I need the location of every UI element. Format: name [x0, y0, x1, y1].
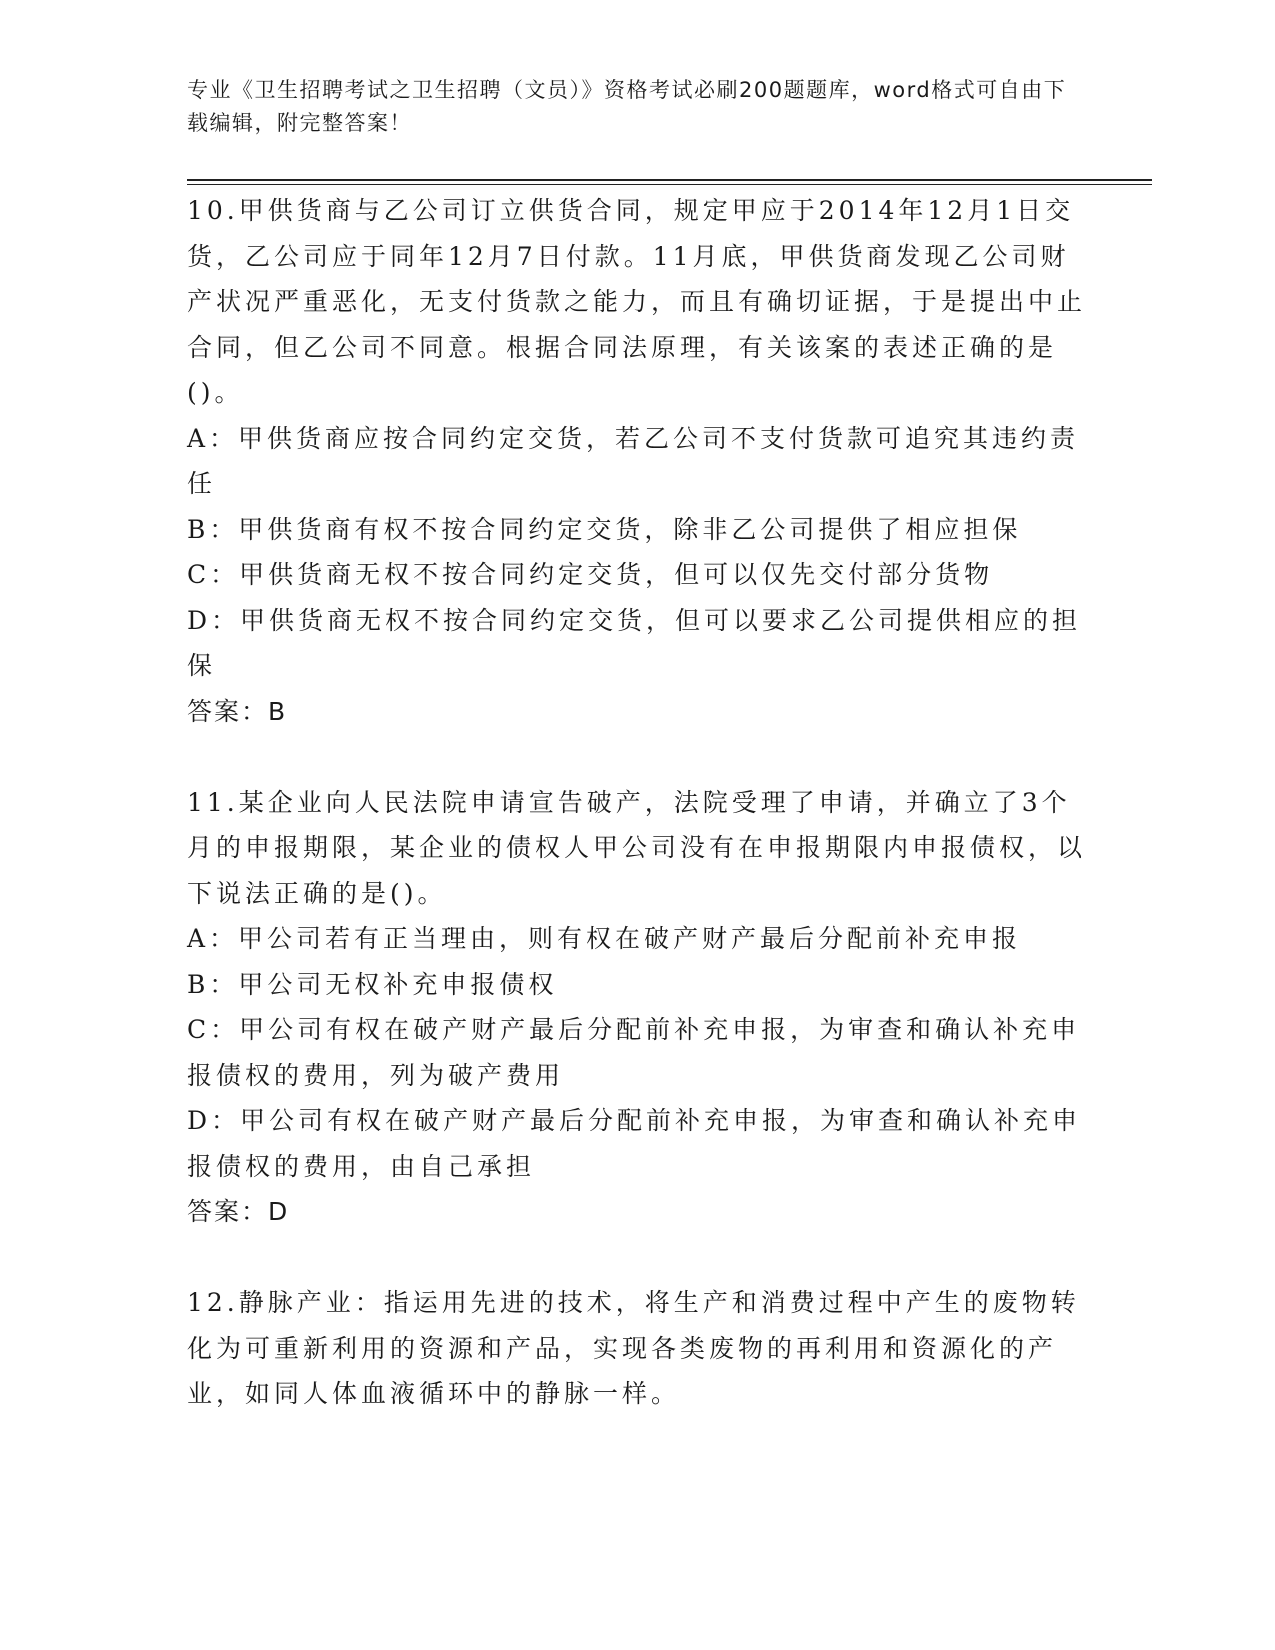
answer: 答案：B	[187, 696, 288, 726]
header-divider-thick	[187, 179, 1152, 181]
option-d: D：甲供货商无权不按合同约定交货，但可以要求乙公司提供相应的担保	[187, 605, 1082, 680]
question-stem: 12.静脉产业：指运用先进的技术，将生产和消费过程中产生的废物转化为可重新利用的资源和产品，实现各类废物的再利用和资源化的产业，如同人体血液循环中的静脉一样。	[187, 1288, 1080, 1408]
header-divider-thin	[187, 184, 1152, 185]
option-c: C：甲公司有权在破产财产最后分配前补充申报，为审查和确认补充申报债权的费用，列为破产费用	[187, 1015, 1081, 1090]
option-a: A：甲供货商应按合同约定交货，若乙公司不支付货款可追究其违约责任	[187, 423, 1080, 498]
spacer	[187, 1235, 1087, 1281]
option-b: B：甲供货商有权不按合同约定交货，除非乙公司提供了相应担保	[187, 514, 1022, 544]
option-d: D：甲公司有权在破产财产最后分配前补充申报，为审查和确认补充申报债权的费用，由自己承担	[187, 1106, 1082, 1181]
answer: 答案：D	[187, 1197, 290, 1226]
option-b: B：甲公司无权补充申报债权	[187, 969, 558, 999]
question-10	[187, 188, 1087, 734]
question-stem: 10.甲供货商与乙公司订立供货合同，规定甲应于2014年12月1日交货，乙公司应于同年12月7日付款。11月底，甲供货商发现乙公司财产状况严重恶化，无支付货款之能力，而且有确切证据，于是提出中止合同，但乙公司不同意。根据合同法原理，有关该案的表述正确的是()。	[187, 196, 1087, 407]
option-a: A：甲公司若有正当理由，则有权在破产财产最后分配前补充申报	[187, 924, 1022, 953]
question-11	[187, 780, 1087, 1235]
question-stem: 11.某企业向人民法院申请宣告破产，法院受理了申请，并确立了3个月的申报期限，某企业的债权人甲公司没有在申报期限内申报债权，以下说法正确的是()。	[187, 787, 1087, 908]
document-header: 专业《卫生招聘考试之卫生招聘（文员）》资格考试必刷200题题库，word格式可自由下载编辑，附完整答案！	[187, 78, 1067, 135]
spacer	[187, 734, 1087, 780]
option-c: C：甲供货商无权不按合同约定交货，但可以仅先交付部分货物	[187, 560, 994, 589]
question-list	[187, 188, 1087, 1417]
question-12	[187, 1280, 1087, 1417]
